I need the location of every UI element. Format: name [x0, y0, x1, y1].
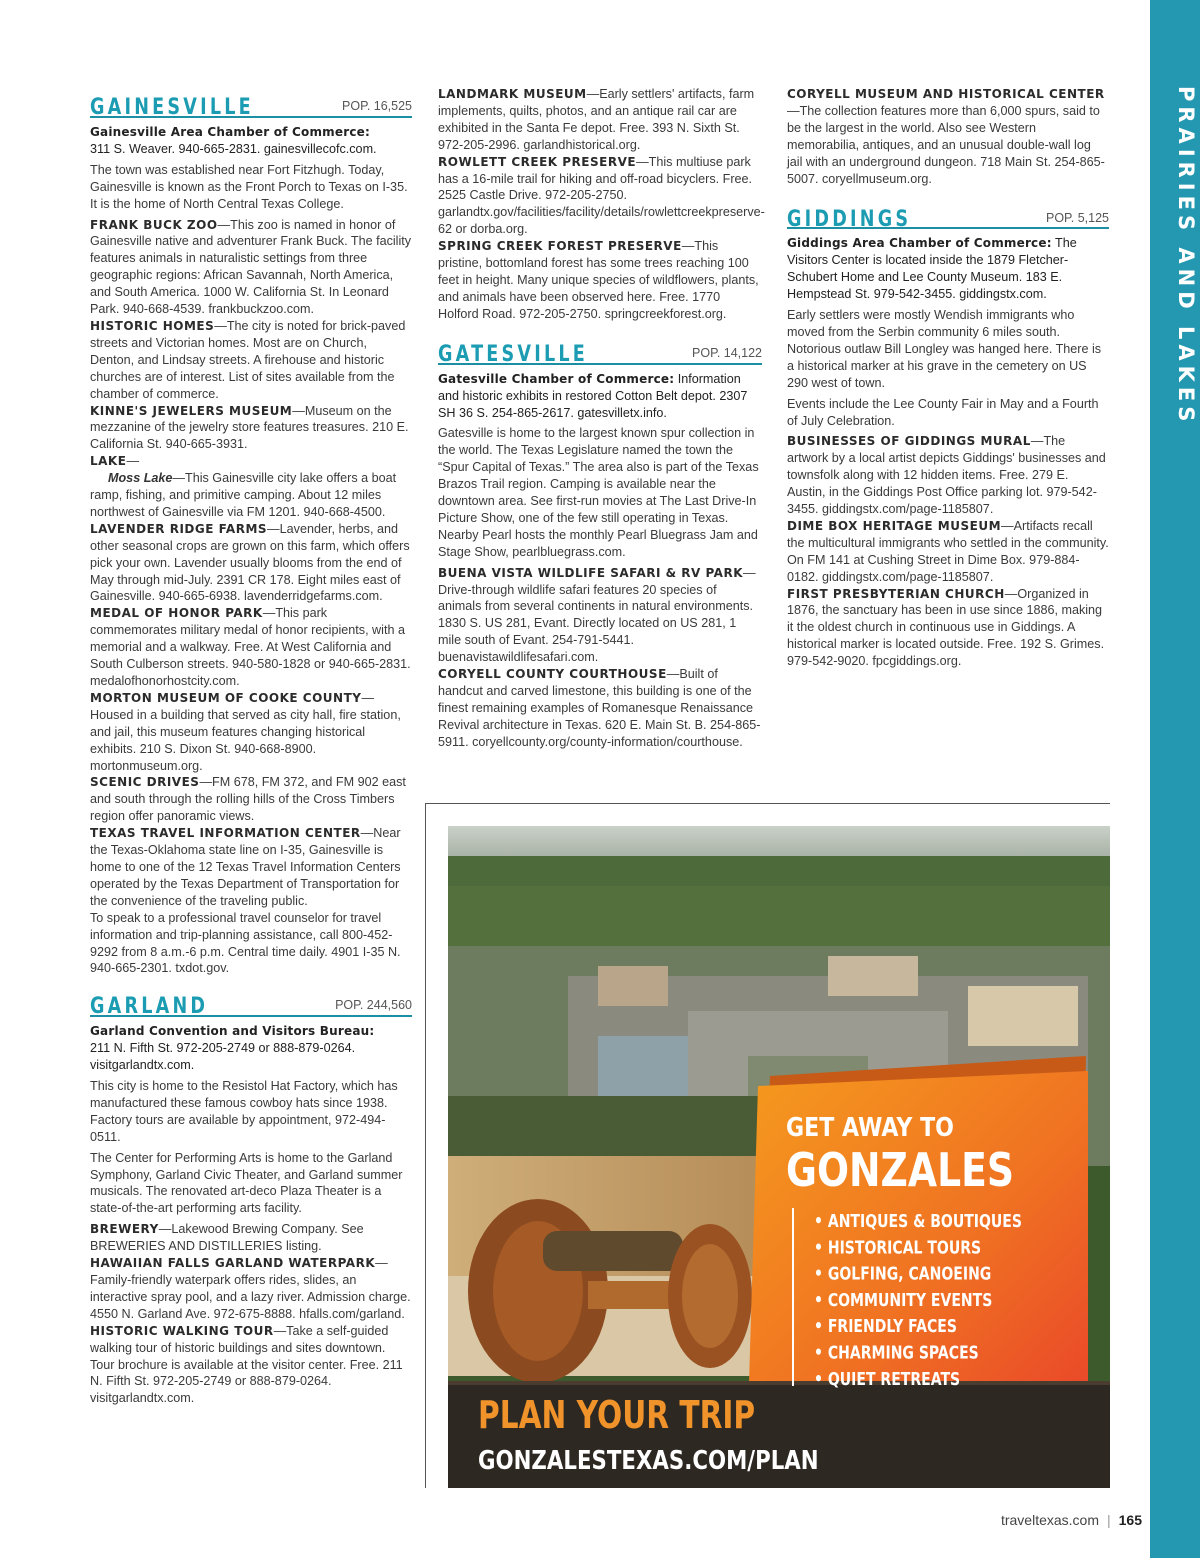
- footer-site[interactable]: traveltexas.com: [1000, 1512, 1099, 1528]
- ad-bullet-item: • HISTORICAL TOURS: [814, 1236, 982, 1258]
- chamber-info: Giddings Area Chamber of Commerce: The Visitors Center is located inside the 1879 Fletcher-Schubert Home and Lee County Museum. 183 E. Hempstead St. 979-542-3455. giddingstx.com.: [787, 236, 1077, 302]
- column-1: [90, 86, 412, 1407]
- city-intro: This city is home to the Resistol Hat Factory, which has manufactured these famous cowboy hats since 1938. Factory tours are available by appointment, 972-494-0511.: [90, 1079, 398, 1144]
- listing-entry: BUSINESSES OF GIDDINGS MURAL—The artwork by a local artist depicts Giddings' businesses and townsfolk along with 12 hidden items. Free. 279 E. Austin, in the Giddings Post Office parking lot. 979-542-3455. giddingstx.com/page-1185807.: [787, 434, 1106, 517]
- chamber-info: Garland Convention and Visitors Bureau: 211 N. Fifth St. 972-205-2749 or 888-879-0264. visitgarlandtx.com.: [90, 1024, 375, 1073]
- listing-entry: HISTORIC WALKING TOUR—Take a self-guided walking tour of historic buildings and sites downtown. Tour brochure is available at the visitor center. Free. 211 N. Fifth St. 972-205-2749 or 888-879-0264. visitgarlandtx.com.: [90, 1323, 403, 1406]
- ad-bullet-item: • CHARMING SPACES: [814, 1341, 979, 1363]
- listing-entry: SCENIC DRIVES—FM 678, FM 372, and FM 902 east and south through the rolling hills of the Cross Timbers region offer panoramic views.: [90, 775, 406, 824]
- city-name: GATESVILLE: [438, 341, 589, 367]
- city-name: GARLAND: [90, 994, 209, 1020]
- city-population: POP. 5,125: [1045, 210, 1109, 225]
- chamber-info: Gainesville Area Chamber of Commerce: 311 S. Weaver. 940-665-2831. gainesvillecofc.com.: [90, 125, 377, 156]
- city-paragraph: Events include the Lee County Fair in May and a Fourth of July Celebration.: [787, 396, 1099, 428]
- ad-url[interactable]: GONZALESTEXAS.COM/PLAN: [478, 1444, 819, 1476]
- listing-entry: FRANK BUCK ZOO—This zoo is named in honor of Gainesville native and adventurer Frank Buck. The facility features animals in naturalistic settings from three geographic regions: African Savannah, North America, and South America. 1000 W. California St. In Leonard Park. 940-668-4539. frankbuckzoo.com.: [90, 217, 412, 317]
- listing-entry: BUENA VISTA WILDLIFE SAFARI & RV PARK—Drive-through wildlife safari features 20 species of animals from several continents in natural environments. 1830 S. US 281, Evant. Directly located on US 281, 1 mile south of Evant. 254-791-5441. buenavistawildlifesafari.com.: [438, 565, 756, 665]
- listing-entry: MORTON MUSEUM OF COOKE COUNTY—Housed in a building that served as city hall, fire station, and jail, this museum features changing historical exhibits. 210 S. Dixon St. 940-668-8900. mortonmuseum.org.: [90, 690, 401, 773]
- ad-bullet-item: • ANTIQUES & BOUTIQUES: [814, 1210, 1023, 1232]
- city-intro: Gatesville is home to the largest known spur collection in the world. The Texas Legislature named the town the “Spur Capital of Texas.” The area also is part of the Texas Brazos Trail region. Camping is available near the downtown area. See first-run movies at The Last Drive-In Picture Show, one of the few still operating in Texas. Nearby Pearl hosts the monthly Pearl Bluegrass Jam and Stage Show, pearlbluegrass.com.: [438, 426, 759, 559]
- gatesville-heading: [438, 333, 762, 365]
- listing-entry: HAWAIIAN FALLS GARLAND WATERPARK—Family-friendly waterpark offers rides, slides, an interactive spray pool, and a lazy river. Admission charge. 4550 N. Garland Ave. 972-675-8888. hfalls.com/garland.: [90, 1256, 411, 1321]
- page-footer: [1001, 1512, 1142, 1528]
- section-sidebar: [1150, 0, 1200, 1558]
- listing-entry: KINNE'S JEWELERS MUSEUM—Museum on the mezzanine of the jewelry store features treasures. 210 E. California St. 940-665-3931.: [90, 403, 409, 452]
- city-intro: The town was established near Fort Fitzhugh. Today, Gainesville is known as the Front Porch to Texas on I-35. It is the home of North Central Texas College.: [90, 162, 408, 211]
- listing-entry: SPRING CREEK FOREST PRESERVE—This pristine, bottomland forest has some trees reaching 100 feet in height. Many unique species of wildflowers, plants, and animals have been observed here. Free. 1770 Holford Road. 972-205-2750. springcreekforest.org.: [438, 239, 759, 321]
- listing-entry: DIME BOX HERITAGE MUSEUM—Artifacts recall the multicultural immigrants who settled in the community. On FM 141 at Cushing Street in Dime Box. 979-884-0182. giddingstx.com/page-1185807.: [787, 518, 1109, 584]
- city-intro: Early settlers were mostly Wendish immigrants who moved from the Serbin community 6 miles south. Notorious outlaw Bill Longley was hanged here. There is a historical marker at his grave in the cemetery on US 290 west of town.: [787, 308, 1102, 390]
- giddings-heading: [787, 197, 1109, 232]
- listing-entry: CORYELL MUSEUM AND HISTORICAL CENTER—The collection features more than 6,000 spurs, said to be the largest in the world. Also see Western memorabilia, antiques, and an unusual double-wall log jail with an underground dungeon. 718 Main St. 254-865-5007. coryellmuseum.org.: [787, 87, 1105, 186]
- city-outro: To speak to a professional travel counselor for travel information and trip-planning assistance, call 800-452-9292 from 8 a.m.-6 p.m. Central time daily. 4901 I-35 N. 940-665-2301. txdot.gov.: [90, 910, 401, 976]
- ad-headline-big: GONZALES: [786, 1143, 1015, 1197]
- listing-entry: CORYELL COUNTY COURTHOUSE—Built of handcut and carved limestone, this building is one of the finest remaining examples of Romanesque Renaissance Revival architecture in Texas. 620 E. Main St. B. 254-865-5911. coryellcounty.org/county-information/courthouse.: [438, 667, 761, 749]
- city-population: POP. 16,525: [342, 99, 412, 114]
- listing-entry: BREWERY—Lakewood Brewing Company. See BREWERIES AND DISTILLERIES listing.: [90, 1222, 364, 1254]
- listing-entry: TEXAS TRAVEL INFORMATION CENTER—Near the Texas-Oklahoma state line on I-35, Gainesville is home to one of the 12 Texas Travel Information Centers operated by the Texas Department of Transportation for the convenience of the traveling public.: [90, 826, 401, 908]
- city-population: POP. 14,122: [692, 345, 762, 360]
- chamber-info: Gatesville Chamber of Commerce: Information and historic exhibits in restored Cotton Belt depot. 2307 SH 36 S. 254-865-2617. gatesvilletx.info.: [438, 371, 748, 420]
- ad-artwork: [448, 826, 1110, 1488]
- listing-entry: LANDMARK MUSEUM—Early settlers' artifacts, farm implements, quilts, photos, and an antique rail car are exhibited in the Santa Fe depot. Free. 393 N. Sixth St. 972-205-2996. garlandhistorical.org.: [438, 87, 755, 152]
- city-population: POP. 244,560: [335, 998, 412, 1013]
- listing-entry: HISTORIC HOMES—The city is noted for brick-paved streets and Victorian homes. Most are on Church, Denton, and Lindsay streets. A firehouse and historic churches are of interest. List of sites available from the chamber of commerce.: [90, 318, 406, 401]
- gainesville-heading: [90, 86, 412, 121]
- listing-entry: MEDAL OF HONOR PARK—This park commemorates military medal of honor recipients, with a memorial and a walkway. Free. At West California and South Culberson streets. 940-580-1828 or 940-665-2831. medalofhonorhostcity.com.: [90, 606, 411, 688]
- column-2: [438, 86, 765, 751]
- ad-cta: PLAN YOUR TRIP: [478, 1393, 756, 1439]
- ad-bullet-item: • FRIENDLY FACES: [814, 1315, 957, 1337]
- listing-entry: FIRST PRESBYTERIAN CHURCH—Organized in 1876, the sanctuary has been in use since 1886, making it the oldest church in continuous use in Giddings. A historical marker is located outside. Free. 192 S. Grimes. 979-542-9020. fpcgiddings.org.: [787, 586, 1105, 669]
- gonzales-advertisement[interactable]: [448, 826, 1110, 1488]
- city-paragraph: The Center for Performing Arts is home to the Garland Symphony, Garland Civic Theater, and Garland summer musicals. The renovated art-deco Plaza Theater is a state-of-the-art performing arts facility.: [90, 1150, 403, 1216]
- listing-entry: LAKE—: [90, 454, 140, 469]
- city-name: GAINESVILLE: [90, 95, 254, 121]
- garland-heading: [90, 985, 412, 1020]
- listing-entry: ROWLETT CREEK PRESERVE—This multiuse park has a 16-mile trail for hiking and off-road bicyclers. Free. 2525 Castle Drive. 972-205-2750. garlandtx.gov/facilities/facility/details/rowlettcreekpreserve-62 or dorba.org.: [438, 154, 765, 237]
- ad-bullet-item: • QUIET RETREATS: [814, 1368, 961, 1390]
- listing-entry: LAVENDER RIDGE FARMS—Lavender, herbs, and other seasonal crops are grown on this farm, which offers pick your own. Lavender usually blooms from the end of May through mid-July. 2391 CR 178. Eight miles east of Gainesville. 940-665-6938. lavenderridgefarms.com.: [90, 521, 410, 604]
- ad-frame-left: [425, 803, 426, 1488]
- ad-frame-top: [425, 803, 1110, 804]
- city-name: GIDDINGS: [787, 206, 912, 232]
- ad-headline-small: GET AWAY TO: [786, 1112, 954, 1143]
- ad-bullet-item: • COMMUNITY EVENTS: [814, 1289, 993, 1311]
- page-number: 165: [1118, 1512, 1142, 1528]
- listing-sub-entry: Moss Lake—This Gainesville city lake offers a boat ramp, fishing, and primitive camping. About 12 miles northwest of Gainesville via FM 1201. 940-668-4500.: [90, 471, 397, 519]
- column-3: [787, 86, 1109, 670]
- section-title: PRAIRIES AND LAKES: [1174, 86, 1198, 427]
- footer-divider: |: [1107, 1512, 1111, 1528]
- ad-bullet-item: • GOLFING, CANOEING: [814, 1262, 992, 1285]
